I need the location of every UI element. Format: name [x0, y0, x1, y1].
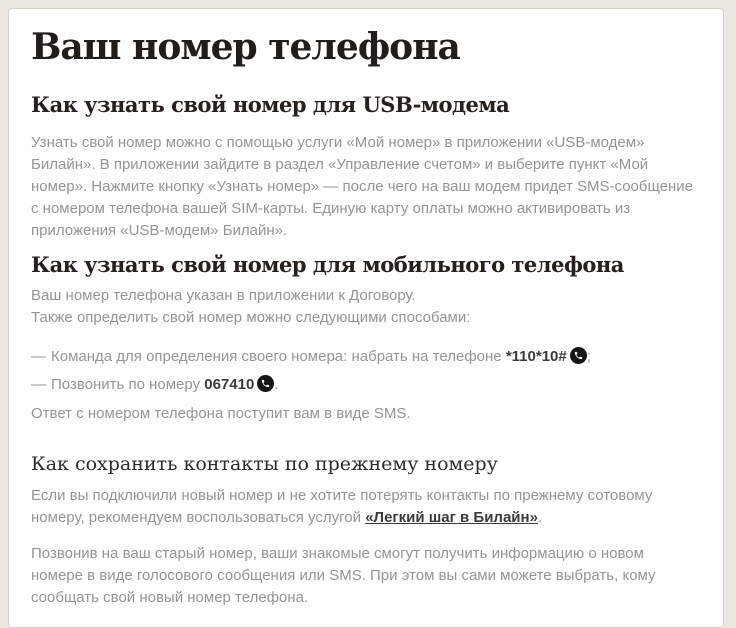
- list-item-tail: .: [274, 375, 279, 393]
- page-title: Ваш номер телефона: [31, 26, 460, 68]
- list-item-tail: ;: [586, 347, 591, 365]
- sms-answer-note: Ответ с номером телефона поступит вам в виде SMS.: [31, 404, 411, 422]
- article-panel: [8, 8, 724, 628]
- list-dash: —: [31, 375, 46, 393]
- article-content: [9, 9, 723, 609]
- list-item-call-number: [31, 371, 699, 399]
- ussd-code: *110*10#: [505, 347, 567, 365]
- section-heading-keep-contacts: Как сохранить контакты по прежнему номеру: [31, 452, 498, 475]
- old-number-paragraph: Позвонив на ваш старый номер, ваши знакомые смогут получить информацию о новом номере в виде голосового сообщения или SMS. При этом вы сами можете выбрать, кому сообщать свой новый номер телефона.: [31, 544, 656, 606]
- list-item-text: Команда для определения своего номера: набрать на телефоне: [51, 347, 502, 365]
- easy-step-link[interactable]: «Легкий шаг в Билайн»: [365, 508, 538, 526]
- keep-contacts-paragraph: [31, 485, 699, 529]
- text-after-link: .: [537, 508, 543, 526]
- mobile-intro-line-1: Ваш номер телефона указан в приложении к Договору.: [31, 286, 416, 304]
- list-item-ussd: [31, 343, 699, 371]
- service-number: 067410: [204, 375, 255, 393]
- phone-icon: [570, 346, 587, 363]
- list-item-text: Позвонить по номеру: [51, 375, 201, 393]
- text-before-link: Если вы подключили новый номер и не хотите потерять контакты по прежнему сотовому номеру, рекомендуем воспользоваться услугой: [31, 486, 653, 526]
- number-lookup-list: [31, 343, 699, 399]
- list-dash: —: [31, 347, 46, 365]
- section-heading-mobile-phone: Как узнать свой номер для мобильного телефона: [31, 251, 624, 277]
- section-heading-usb-modem: Как узнать свой номер для USB-модема: [31, 92, 510, 118]
- phone-icon: [257, 374, 274, 391]
- mobile-intro-line-2: Также определить свой номер можно следующими способами:: [31, 308, 471, 326]
- usb-modem-paragraph: Узнать свой номер можно с помощью услуги «Мой номер» в приложении «USB-модем» Билайн». В приложении зайдите в раздел «Управление счетом» и выберите пункт «Мой номер». Нажмите кнопку «Узнать номер» — после чего на ваш модем придет SMS-сообщение с номером телефона вашей SIM-карты. Единую карту оплаты можно активировать из приложения «USB-модем» Билайн».: [31, 133, 693, 239]
